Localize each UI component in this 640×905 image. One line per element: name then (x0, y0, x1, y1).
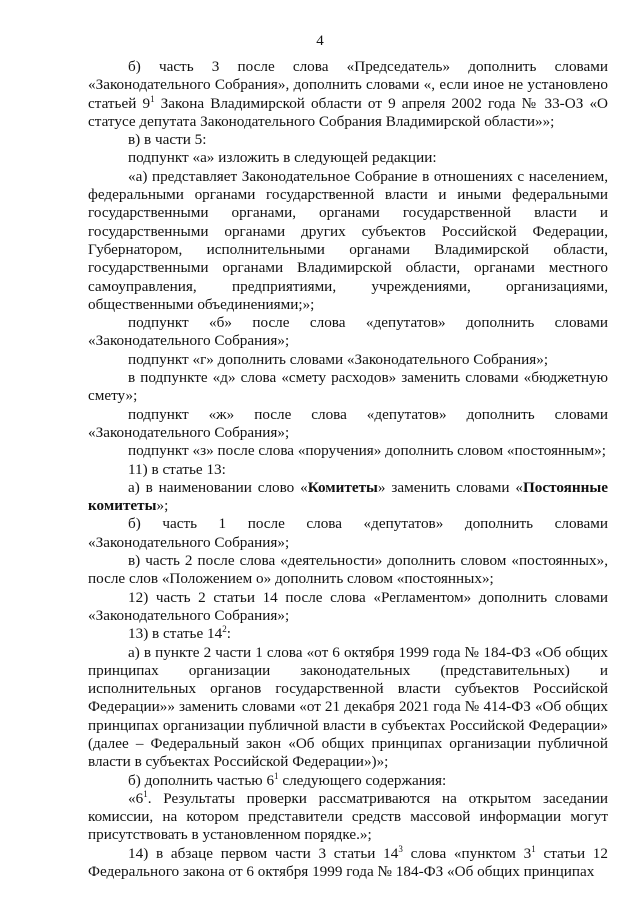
paragraph (88, 168, 608, 314)
page-number: 4 (316, 33, 324, 49)
text-run: 14) в абзаце первом части 3 статьи 14 (128, 844, 399, 862)
text-run: подпункт «г» дополнить словами «Законодательного Собрания»; (128, 350, 549, 368)
paragraph (88, 442, 608, 460)
paragraph (88, 58, 608, 131)
text-run: : (226, 625, 231, 643)
text-run: » заменить словами « (377, 478, 523, 496)
text-run: в) в части 5: (128, 131, 207, 149)
text-run: статьи 12 Федерального закона от 6 октября 1999 года № 184-ФЗ «Об общих принципах (88, 844, 608, 881)
text-run: в) часть 2 после слова «деятельности» дополнить словом «постоянных», после слов «Положением о» дополнить словом «постоянных»; (88, 552, 608, 588)
text-run: в подпункте «д» слова «смету расходов» заменить словами «бюджетную смету»; (88, 369, 608, 405)
text-run: б) часть 1 после слова «депутатов» дополнить словами «Законодательного Собрания»; (88, 515, 608, 551)
paragraph (88, 845, 608, 882)
paragraph (88, 772, 608, 790)
text-run: подпункт «б» после слова «депутатов» дополнить словами «Законодательного Собрания»; (88, 314, 608, 350)
paragraph (88, 644, 608, 772)
text-run: а) в наименовании слово « (128, 478, 308, 496)
paragraph (88, 131, 608, 149)
text-run: «6 (128, 789, 144, 807)
paragraph (88, 149, 608, 167)
text-run: 13) в статье 14 (128, 625, 223, 643)
paragraph (88, 351, 608, 369)
paragraph (88, 461, 608, 479)
paragraph (88, 314, 608, 351)
paragraph (88, 552, 608, 589)
paragraph (88, 369, 608, 406)
superscript-index: 1 (150, 93, 155, 104)
text-run: б) дополнить частью 6 (128, 771, 275, 789)
paragraph (88, 589, 608, 626)
superscript-index: 2 (222, 624, 227, 635)
text-run: б) часть 3 после слова «Председатель» дополнить словами «Законодательного Собрания», дополнить словами «, если иное не установлено статьей 9 (88, 58, 608, 112)
text-run: слова «пунктом 3 (402, 844, 532, 862)
superscript-index: 1 (531, 843, 536, 854)
bold-text: Постоянные комитеты (88, 478, 608, 515)
paragraph (88, 625, 608, 643)
text-run: подпункт «з» после слова «поручения» дополнить словом «постоянным»; (128, 442, 606, 460)
text-run: »; (156, 497, 169, 515)
superscript-index: 1 (274, 770, 279, 781)
text-run: следующего содержания: (278, 771, 447, 789)
bold-text: Комитеты (307, 478, 378, 496)
paragraph (88, 479, 608, 516)
text-run: . Результаты проверки рассматриваются на открытом заседании комиссии, на котором представители средств массовой информации могут присутствовать в установленном порядке.»; (88, 789, 608, 844)
paragraph (88, 406, 608, 443)
text-run: подпункт «ж» после слова «депутатов» дополнить словами «Законодательного Собрания»; (88, 405, 608, 441)
text-run: а) в пункте 2 части 1 слова «от 6 октября 1999 года № 184-ФЗ «Об общих принципах организации законодательных (представительных) и исполнительных органов государственной власти субъектов Российской Федерации»» заменить словами «от 21 декабря 2021 года № 414-ФЗ «Об общих принципах организации публичной власти в субъектах Российской Федерации» (далее – Федеральный закон «Об общих принципах организации публичной власти в субъектах Российской Федерации»)»; (88, 643, 608, 771)
text-run: подпункт «а» изложить в следующей редакции: (128, 149, 437, 167)
text-run: «а) представляет Законодательное Собрание в отношениях с населением, федеральными органами государственной власти и иными федеральными государственными органами, органами государственной власти и государственными органами других субъектов Российской Федерации, Губернатором, исполнительными органами Владимирской области, государственными органами Владимирской области, органами местного самоуправления, предприятиями, учреждениями, организациями, общественными объединениями;»; (88, 167, 608, 313)
text-run: 12) часть 2 статьи 14 после слова «Регламентом» дополнить словами «Законодательного Собрания»; (88, 588, 608, 624)
document-body (88, 58, 608, 881)
paragraph (88, 515, 608, 552)
paragraph (88, 790, 608, 845)
superscript-index: 1 (143, 788, 148, 799)
text-run: 11) в статье 13: (128, 460, 226, 478)
text-run: Закона Владимирской области от 9 апреля 2002 года № 33-ОЗ «О статусе депутата Законодательного Собрания Владимирской области»»; (88, 94, 609, 130)
superscript-index: 3 (398, 843, 403, 854)
